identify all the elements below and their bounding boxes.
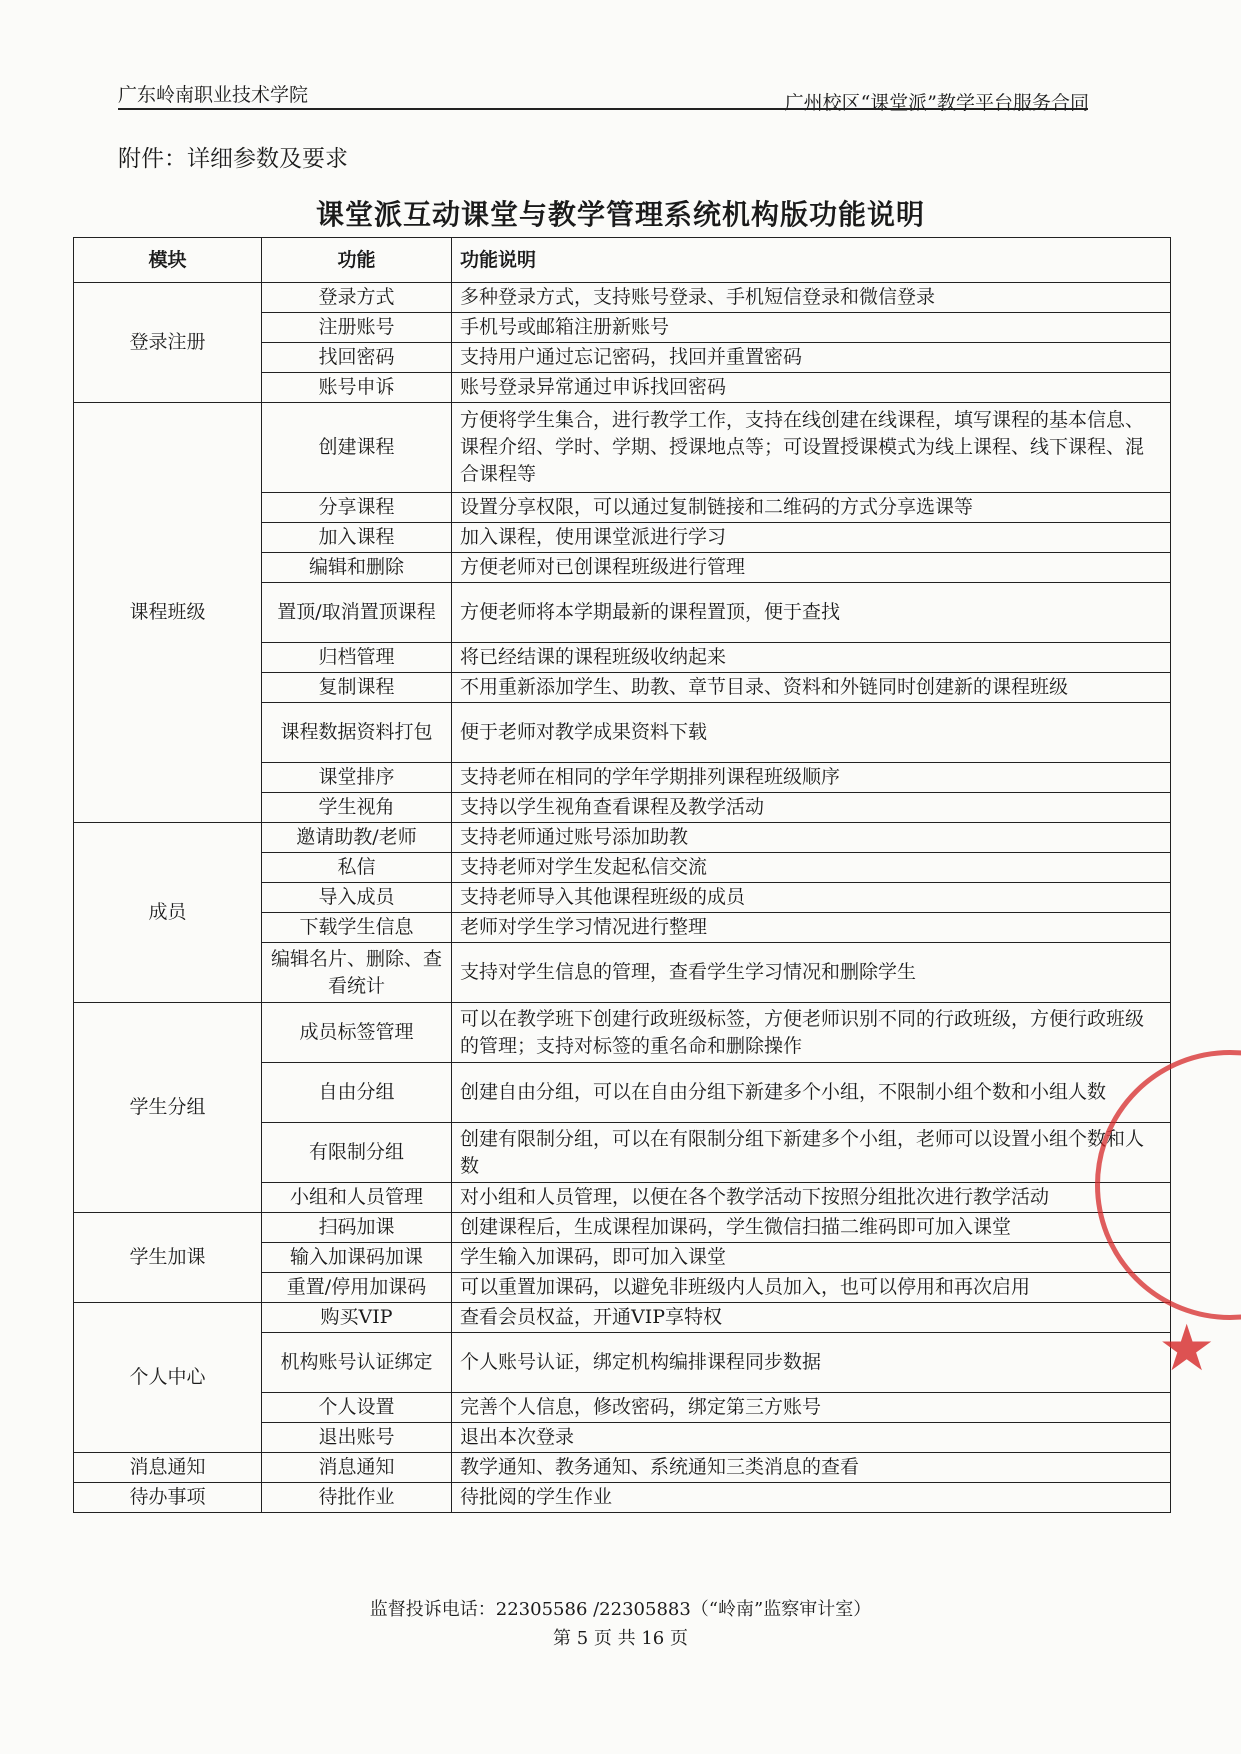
table-header-row (74, 238, 1171, 283)
function-cell: 输入加课码加课 (262, 1243, 452, 1273)
description-cell: 创建自由分组，可以在自由分组下新建多个小组，不限制小组个数和小组人数 (452, 1063, 1171, 1123)
table-row (74, 1303, 1171, 1333)
header-left: 广东岭南职业技术学院 (118, 84, 309, 106)
document-title: 课堂派互动课堂与教学管理系统机构版功能说明 (315, 198, 925, 231)
header-function: 功能 (262, 238, 452, 283)
description-cell: 完善个人信息，修改密码，绑定第三方账号 (452, 1393, 1171, 1423)
function-cell: 课程数据资料打包 (262, 703, 452, 763)
description-cell: 教学通知、教务通知、系统通知三类消息的查看 (452, 1453, 1171, 1483)
description-cell: 支持老师对学生发起私信交流 (452, 853, 1171, 883)
function-cell: 成员标签管理 (262, 1003, 452, 1063)
function-cell: 登录方式 (262, 283, 452, 313)
table-row (74, 823, 1171, 853)
function-cell: 自由分组 (262, 1063, 452, 1123)
description-cell: 对小组和人员管理，以便在各个教学活动下按照分组批次进行教学活动 (452, 1183, 1171, 1213)
function-cell: 课堂排序 (262, 763, 452, 793)
description-cell: 老师对学生学习情况进行整理 (452, 913, 1171, 943)
description-cell: 设置分享权限，可以通过复制链接和二维码的方式分享选课等 (452, 493, 1171, 523)
table-row (74, 403, 1171, 493)
function-cell: 退出账号 (262, 1423, 452, 1453)
table-row (74, 1213, 1171, 1243)
description-cell: 创建有限制分组，可以在有限制分组下新建多个小组，老师可以设置小组个数和人数 (452, 1123, 1171, 1183)
function-cell: 置顶/取消置顶课程 (262, 583, 452, 643)
function-cell: 机构账号认证绑定 (262, 1333, 452, 1393)
module-cell: 学生加课 (74, 1213, 262, 1303)
function-cell: 消息通知 (262, 1453, 452, 1483)
module-cell: 待办事项 (74, 1483, 262, 1513)
description-cell: 便于老师对教学成果资料下载 (452, 703, 1171, 763)
module-cell: 成员 (74, 823, 262, 1003)
header-desc: 功能说明 (452, 238, 1171, 283)
function-cell: 学生视角 (262, 793, 452, 823)
function-cell: 重置/停用加课码 (262, 1273, 452, 1303)
module-cell: 课程班级 (74, 403, 262, 823)
description-cell: 多种登录方式，支持账号登录、手机短信登录和微信登录 (452, 283, 1171, 313)
module-cell: 登录注册 (74, 283, 262, 403)
table-row (74, 1483, 1171, 1513)
description-cell: 创建课程后，生成课程加课码，学生微信扫描二维码即可加入课堂 (452, 1213, 1171, 1243)
function-cell: 私信 (262, 853, 452, 883)
header-rule (118, 108, 1088, 110)
function-cell: 邀请助教/老师 (262, 823, 452, 853)
function-cell: 账号申诉 (262, 373, 452, 403)
description-cell: 不用重新添加学生、助教、章节目录、资料和外链同时创建新的课程班级 (452, 673, 1171, 703)
description-cell: 支持对学生信息的管理，查看学生学习情况和删除学生 (452, 943, 1171, 1003)
function-cell: 复制课程 (262, 673, 452, 703)
spec-table (73, 237, 1171, 1513)
header-right: 广州校区“课堂派”教学平台服务合同 (784, 92, 1089, 114)
description-cell: 可以重置加课码，以避免非班级内人员加入，也可以停用和再次启用 (452, 1273, 1171, 1303)
function-cell: 小组和人员管理 (262, 1183, 452, 1213)
footer-complaint: 监督投诉电话：22305586 /22305883（“岭南”监察审计室） (369, 1599, 872, 1620)
header-module: 模块 (74, 238, 262, 283)
function-cell: 找回密码 (262, 343, 452, 373)
description-cell: 方便将学生集合，进行教学工作，支持在线创建在线课程，填写课程的基本信息、课程介绍、学时、学期、授课地点等；可设置授课模式为线上课程、线下课程、混合课程等 (452, 403, 1171, 493)
function-cell: 创建课程 (262, 403, 452, 493)
module-cell: 消息通知 (74, 1453, 262, 1483)
function-cell: 个人设置 (262, 1393, 452, 1423)
function-cell: 有限制分组 (262, 1123, 452, 1183)
function-cell: 分享课程 (262, 493, 452, 523)
function-cell: 注册账号 (262, 313, 452, 343)
description-cell: 方便老师对已创课程班级进行管理 (452, 553, 1171, 583)
function-cell: 加入课程 (262, 523, 452, 553)
description-cell: 账号登录异常通过申诉找回密码 (452, 373, 1171, 403)
function-cell: 购买VIP (262, 1303, 452, 1333)
description-cell: 个人账号认证，绑定机构编排课程同步数据 (452, 1333, 1171, 1393)
footer-page-number: 第 5 页 共 16 页 (553, 1628, 688, 1649)
seal-star-icon: ★ (1158, 1312, 1216, 1386)
attachment-label: 附件：详细参数及要求 (118, 146, 348, 172)
description-cell: 查看会员权益，开通VIP享特权 (452, 1303, 1171, 1333)
table-row (74, 1453, 1171, 1483)
description-cell: 方便老师将本学期最新的课程置顶，便于查找 (452, 583, 1171, 643)
description-cell: 学生输入加课码，即可加入课堂 (452, 1243, 1171, 1273)
function-cell: 导入成员 (262, 883, 452, 913)
description-cell: 支持老师通过账号添加助教 (452, 823, 1171, 853)
function-cell: 归档管理 (262, 643, 452, 673)
function-cell: 待批作业 (262, 1483, 452, 1513)
function-cell: 扫码加课 (262, 1213, 452, 1243)
description-cell: 加入课程，使用课堂派进行学习 (452, 523, 1171, 553)
description-cell: 可以在教学班下创建行政班级标签，方便老师识别不同的行政班级，方便行政班级的管理；支持对标签的重名命和删除操作 (452, 1003, 1171, 1063)
description-cell: 支持用户通过忘记密码，找回并重置密码 (452, 343, 1171, 373)
description-cell: 手机号或邮箱注册新账号 (452, 313, 1171, 343)
module-cell: 个人中心 (74, 1303, 262, 1453)
function-cell: 下载学生信息 (262, 913, 452, 943)
description-cell: 支持以学生视角查看课程及教学活动 (452, 793, 1171, 823)
description-cell: 待批阅的学生作业 (452, 1483, 1171, 1513)
function-cell: 编辑名片、删除、查看统计 (262, 943, 452, 1003)
module-cell: 学生分组 (74, 1003, 262, 1213)
spec-table-body (74, 283, 1171, 1513)
table-row (74, 283, 1171, 313)
table-row (74, 1003, 1171, 1063)
function-cell: 编辑和删除 (262, 553, 452, 583)
description-cell: 支持老师导入其他课程班级的成员 (452, 883, 1171, 913)
description-cell: 将已经结课的课程班级收纳起来 (452, 643, 1171, 673)
description-cell: 支持老师在相同的学年学期排列课程班级顺序 (452, 763, 1171, 793)
description-cell: 退出本次登录 (452, 1423, 1171, 1453)
